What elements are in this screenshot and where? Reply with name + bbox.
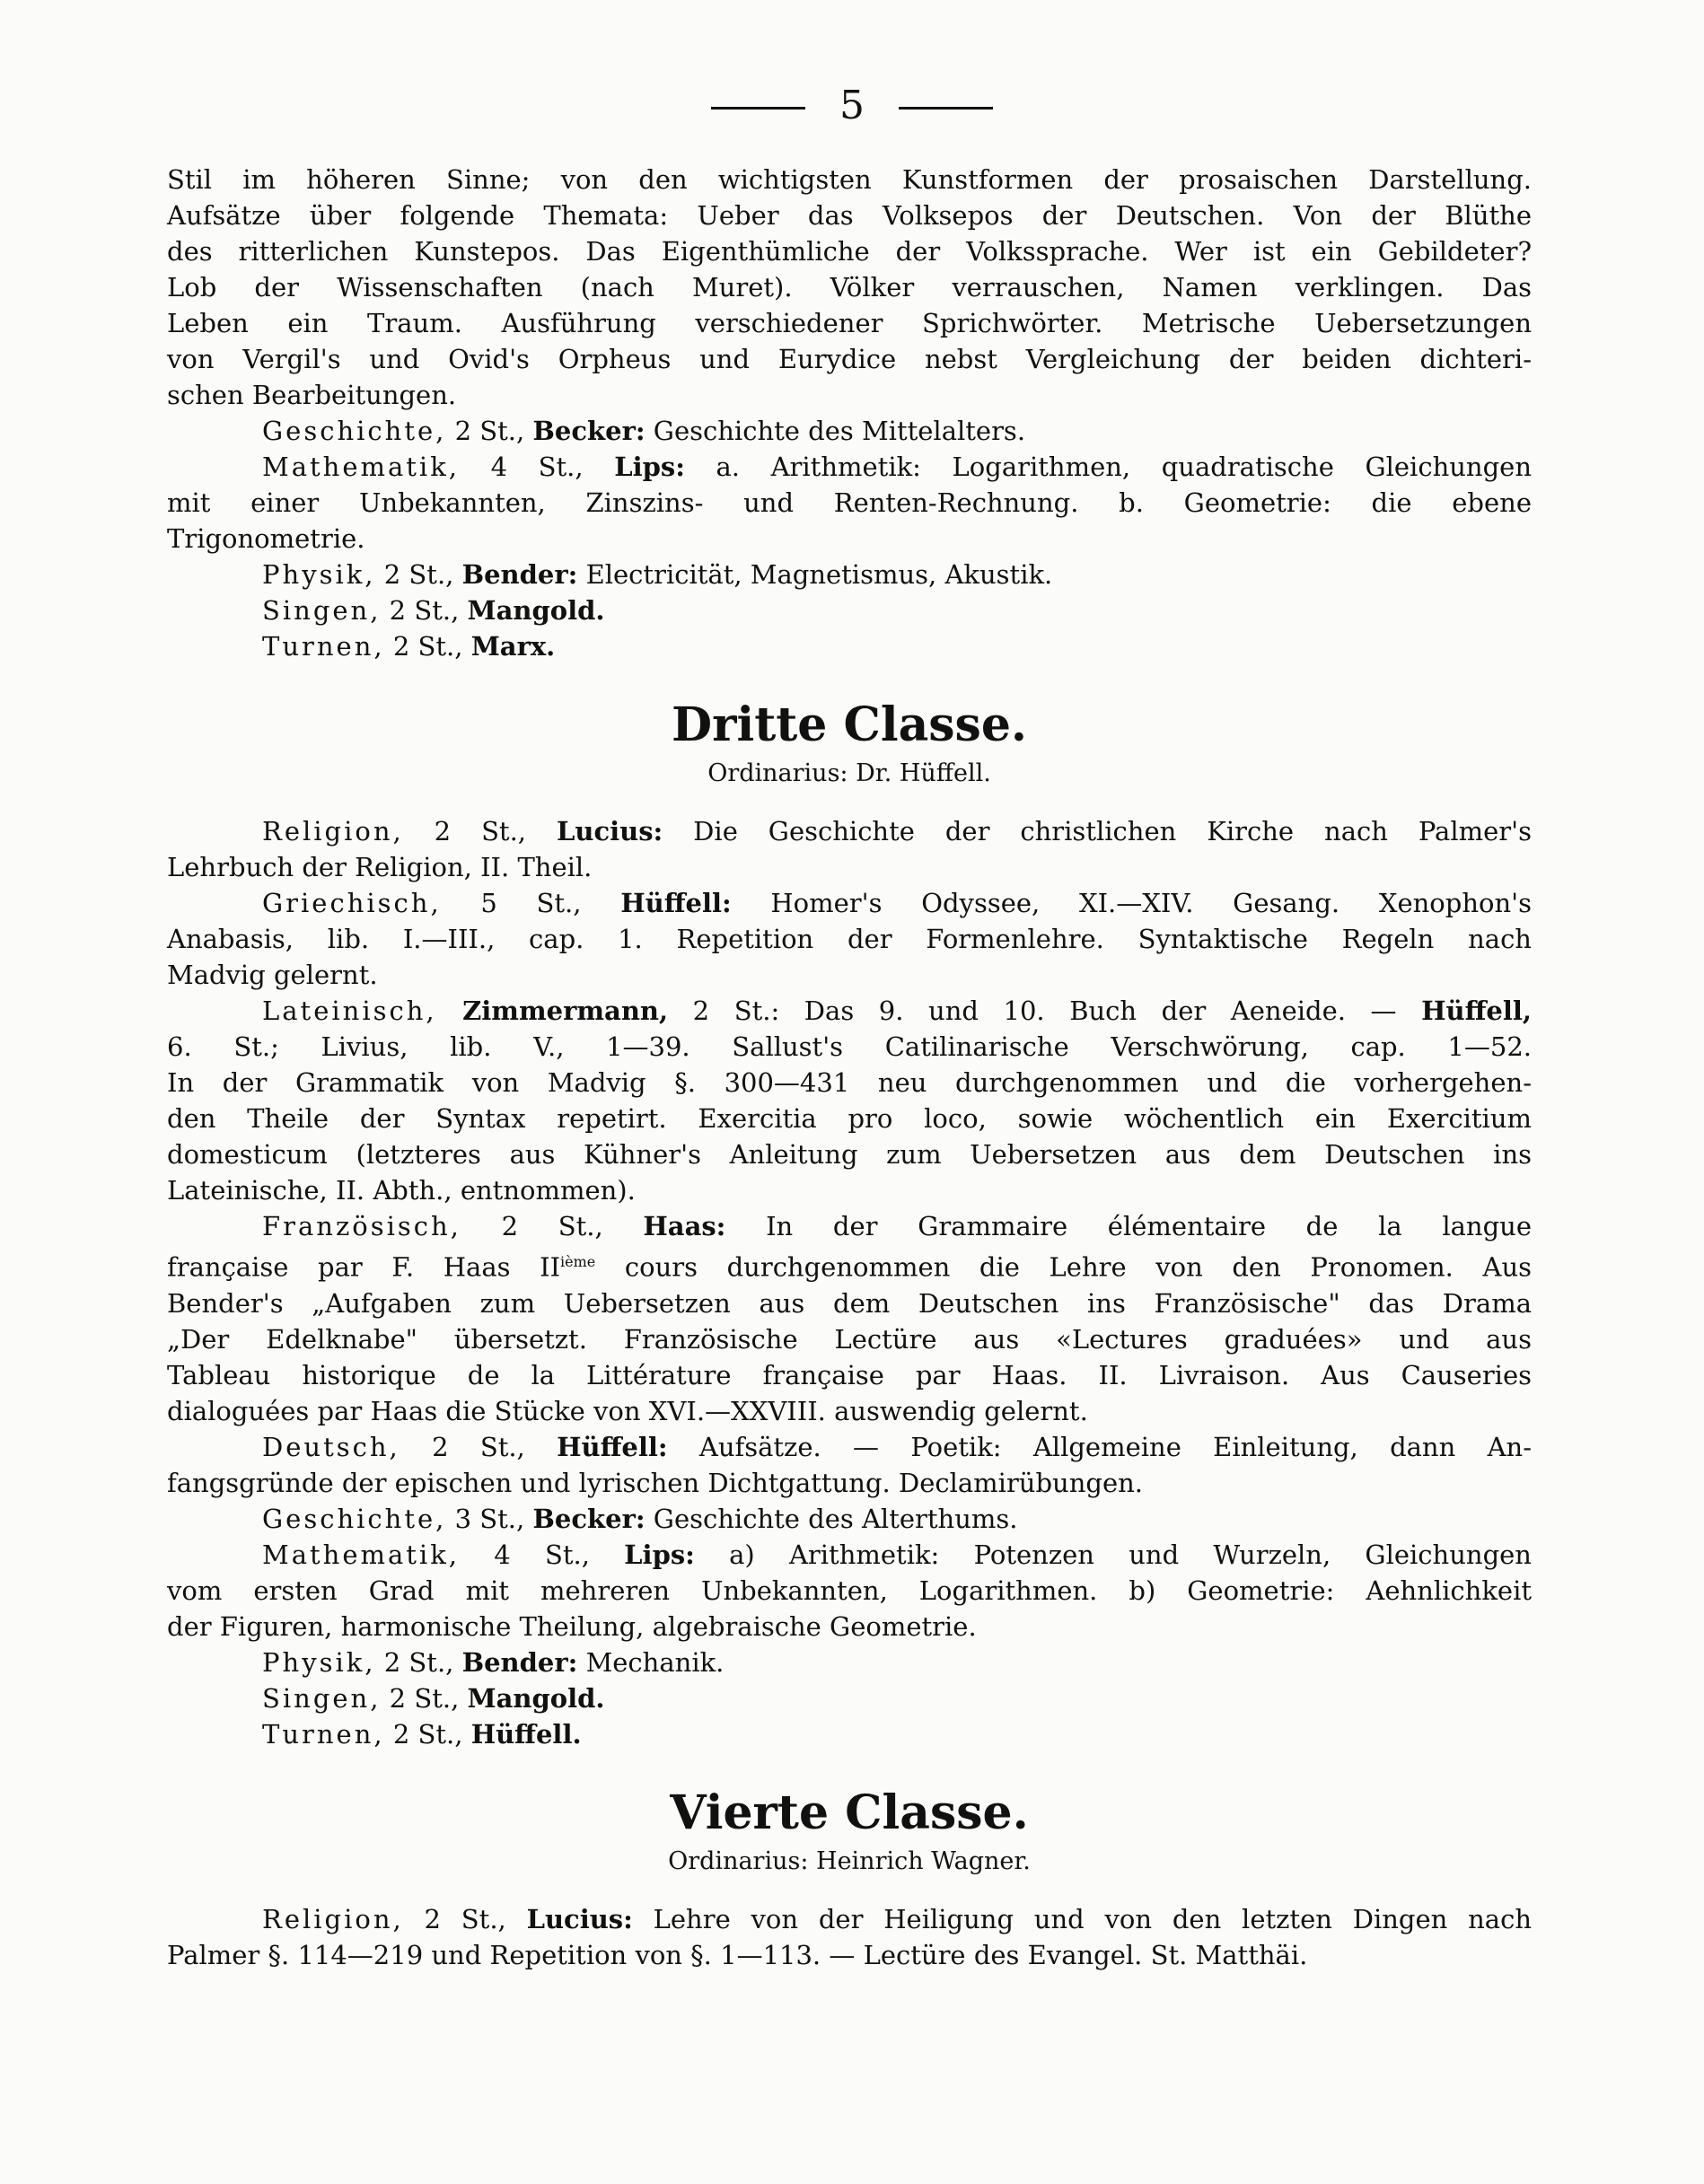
text-line: schen Bearbeitungen. (167, 380, 457, 410)
entry-text: Homer's Odyssee, XI.—XIV. Gesang. Xenophon's (731, 888, 1532, 918)
teacher-name: Lips: (624, 1539, 695, 1570)
text-line: vom ersten Grad mit mehreren Unbekannten, Logarithmen. b) Geometrie: Aehnlichkeit (167, 1574, 1532, 1606)
text-line (167, 1501, 1532, 1537)
text-line: der Figuren, harmonische Theilung, algebraische Geometrie. (167, 1610, 977, 1642)
text-line: 6. St.; Livius, lib. V., 1—39. Sallust's Catilinarische Verschwörung, cap. 1—52. (167, 1031, 1532, 1062)
hours: 2 St., (403, 816, 557, 846)
text-line (167, 1208, 1532, 1244)
subject-name: Physik, (262, 559, 376, 590)
subject-name: Singen, (262, 1682, 382, 1714)
entry-text: a) Arithmetik: Potenzen und Wurzeln, Gleichungen (694, 1539, 1532, 1570)
entry-mathematik (167, 449, 1532, 557)
teacher-name: Haas: (643, 1211, 726, 1241)
entry-text: In der Grammaire élémentaire de la langue (725, 1211, 1532, 1241)
hours: 2 St., (381, 1682, 468, 1714)
text-line: Anabasis, lib. I.—III., cap. 1. Repetition der Formenlehre. Syntaktische Regeln nach (167, 924, 1532, 954)
text-line (167, 1645, 1532, 1680)
entry-text: Geschichte des Mittelalters. (645, 416, 1026, 446)
subject-name: Geschichte, (262, 416, 447, 446)
teacher-name: Hüffell, (1421, 996, 1533, 1026)
hours: 2 St., (446, 416, 533, 446)
text-line: den Theile der Syntax repetirt. Exercitia pro loco, sowie wöchentlich ein Exercitium (167, 1103, 1532, 1134)
teacher-name: Marx. (470, 631, 556, 662)
paragraph-continuation (167, 162, 1532, 413)
hours: 2 St., (384, 631, 471, 662)
text-line (167, 628, 1532, 664)
teacher-name: Bender: (461, 1646, 578, 1678)
hours: 2 St., (375, 1646, 462, 1678)
entry-religion (167, 1901, 1532, 1973)
teacher-name: Hüffell: (620, 888, 732, 918)
entry-text: Lehre von der Heiligung und von den letzten Dingen nach (632, 1903, 1533, 1934)
text-line (167, 557, 1532, 592)
text-line: von Vergil's und Ovid's Orpheus und Eurydice nebst Vergleichung der beiden dichteri- (167, 344, 1532, 374)
text-line: Madvig gelernt. (167, 960, 378, 990)
entry-text: 2 St.: Das 9. und 10. Buch der Aeneide. — (668, 996, 1422, 1026)
text-line: Bender's „Aufgaben zum Uebersetzen aus dem Deutschen ins Französische" das Drama (167, 1287, 1532, 1319)
hours: 2 St., (381, 595, 468, 626)
text-line: In der Grammatik von Madvig §. 300—431 neu durchgenommen und die vorhergehen- (167, 1067, 1532, 1098)
text-line: Stil im höheren Sinne; von den wichtigsten Kunstformen der prosaischen Darstellung. (167, 164, 1532, 195)
entry-text: Die Geschichte der christlichen Kirche nach Palmer's (663, 816, 1532, 846)
hours: 4 St., (460, 452, 615, 482)
header-rule-right (899, 107, 993, 110)
text-line: Aufsätze über folgende Themata: Ueber das Volksepos der Deutschen. Von der Blüthe (167, 200, 1532, 231)
subject-name: Singen, (262, 595, 382, 626)
subject-name: Turnen, (262, 631, 385, 662)
entry-franzoesisch (167, 1208, 1532, 1429)
subject-name: Religion, (262, 816, 404, 846)
teacher-name: Bender: (461, 559, 578, 590)
ordinarius-line: Ordinarius: Heinrich Wagner. (668, 1846, 1031, 1875)
subject-name: Französisch, (262, 1211, 461, 1241)
teacher-name: Zimmermann, (436, 996, 669, 1026)
entry-text: Mechanik. (577, 1646, 725, 1678)
entry-deutsch (167, 1429, 1532, 1501)
entry-singen (167, 592, 1532, 628)
subject-name: Religion, (262, 1903, 404, 1934)
teacher-name: Lips: (614, 452, 685, 482)
text-line (167, 1537, 1532, 1573)
text-line: Leben ein Traum. Ausführung verschiedener Sprichwörter. Metrische Uebersetzungen (167, 308, 1532, 338)
teacher-name: Hüffell: (557, 1431, 668, 1462)
entry-geschichte (167, 1501, 1532, 1537)
entry-text: Geschichte des Alterthums. (645, 1503, 1018, 1534)
subject-name: Mathematik, (262, 452, 460, 482)
header-rule-left (711, 107, 805, 110)
entry-mathematik (167, 1537, 1532, 1645)
text-line (167, 413, 1532, 449)
entry-griechisch (167, 885, 1532, 993)
text-line: Palmer §. 114—219 und Repetition von §. 1—113. — Lectüre des Evangel. St. Matthäi. (167, 1939, 1308, 1970)
entry-religion (167, 813, 1532, 885)
entry-text: Electricität, Magnetismus, Akustik. (577, 559, 1053, 590)
subject-name: Physik, (262, 1646, 376, 1678)
hours: 2 St., (384, 1718, 471, 1750)
entry-physik (167, 557, 1532, 592)
text-line (167, 1244, 1532, 1285)
teacher-name: Mangold. (467, 595, 605, 626)
entry-lateinisch (167, 993, 1532, 1208)
teacher-name: Hüffell. (470, 1718, 582, 1750)
text-line: Tableau historique de la Littérature française par Haas. II. Livraison. Aus Causeries (167, 1359, 1532, 1390)
text-line (167, 993, 1532, 1029)
text-line (167, 1429, 1532, 1465)
text-line (167, 449, 1532, 485)
subject-name: Lateinisch, (262, 996, 437, 1026)
section-heading-dritte-classe: Dritte Classe. (671, 697, 1028, 752)
text-line: fangsgründe der epischen und lyrischen Dichtgattung. Declamirübungen. (167, 1467, 1144, 1498)
text-line: mit einer Unbekannten, Zinszins- und Renten-Rechnung. b. Geometrie: die ebene (167, 487, 1532, 518)
page-header (0, 79, 1704, 133)
hours: 5 St., (441, 888, 621, 918)
entry-text: cours durchgenommen die Lehre von den Pronomen. Aus (595, 1251, 1532, 1283)
entry-physik (167, 1645, 1532, 1680)
text-line: dialoguées par Haas die Stücke von XVI.—XXVIII. auswendig gelernt. (167, 1395, 1088, 1426)
hours: 4 St., (460, 1539, 625, 1570)
text-line: „Der Edelknabe" übersetzt. Französische Lectüre aus «Lectures graduées» und aus (167, 1323, 1532, 1355)
subject-name: Geschichte, (262, 1503, 447, 1534)
text-line (167, 1901, 1532, 1937)
page-body (167, 162, 1532, 1973)
text-line (167, 813, 1532, 849)
text-line: Lehrbuch der Religion, II. Theil. (167, 852, 593, 882)
text-line (167, 1716, 1532, 1752)
teacher-name: Lucius: (526, 1903, 633, 1934)
hours: 2 St., (375, 559, 462, 590)
entry-turnen (167, 628, 1532, 664)
subject-name: Deutsch, (262, 1431, 400, 1462)
ordinarius-line: Ordinarius: Dr. Hüffell. (707, 759, 991, 787)
page-number: 5 (839, 83, 865, 128)
section-heading-vierte-classe: Vierte Classe. (670, 1785, 1029, 1840)
teacher-name: Mangold. (467, 1682, 605, 1714)
hours: 2 St., (461, 1211, 644, 1241)
text-line: Lob der Wissenschaften (nach Muret). Völker verrauschen, Namen verklingen. Das (167, 272, 1532, 303)
entry-geschichte (167, 413, 1532, 449)
text-line: domesticum (letzteres aus Kühner's Anleitung zum Uebersetzen aus dem Deutschen ins (167, 1139, 1532, 1170)
entry-text: a. Arithmetik: Logarithmen, quadratische Gleichungen (684, 452, 1533, 482)
teacher-name: Becker: (532, 416, 646, 446)
text-line (167, 1680, 1532, 1716)
subject-name: Turnen, (262, 1718, 385, 1750)
teacher-name: Lucius: (556, 816, 663, 846)
text-line (167, 592, 1532, 628)
entry-singen (167, 1680, 1532, 1716)
teacher-name: Becker: (532, 1503, 646, 1534)
entry-turnen (167, 1716, 1532, 1752)
text-line: Trigonometrie. (167, 523, 365, 554)
subject-name: Mathematik, (262, 1539, 460, 1570)
hours: 3 St., (446, 1503, 533, 1534)
text-line: Lateinische, II. Abth., entnommen). (167, 1175, 636, 1206)
subject-name: Griechisch, (262, 888, 442, 918)
text-line (167, 885, 1532, 921)
entry-text: française par F. Haas II (167, 1251, 561, 1283)
hours: 2 St., (400, 1431, 558, 1462)
superscript: ième (560, 1253, 596, 1270)
entry-text: Aufsätze. — Poetik: Allgemeine Einleitung, dann An- (667, 1431, 1533, 1462)
hours: 2 St., (403, 1903, 527, 1934)
text-line: des ritterlichen Kunstepos. Das Eigenthümliche der Volkssprache. Wer ist ein Gebildeter? (167, 236, 1532, 267)
